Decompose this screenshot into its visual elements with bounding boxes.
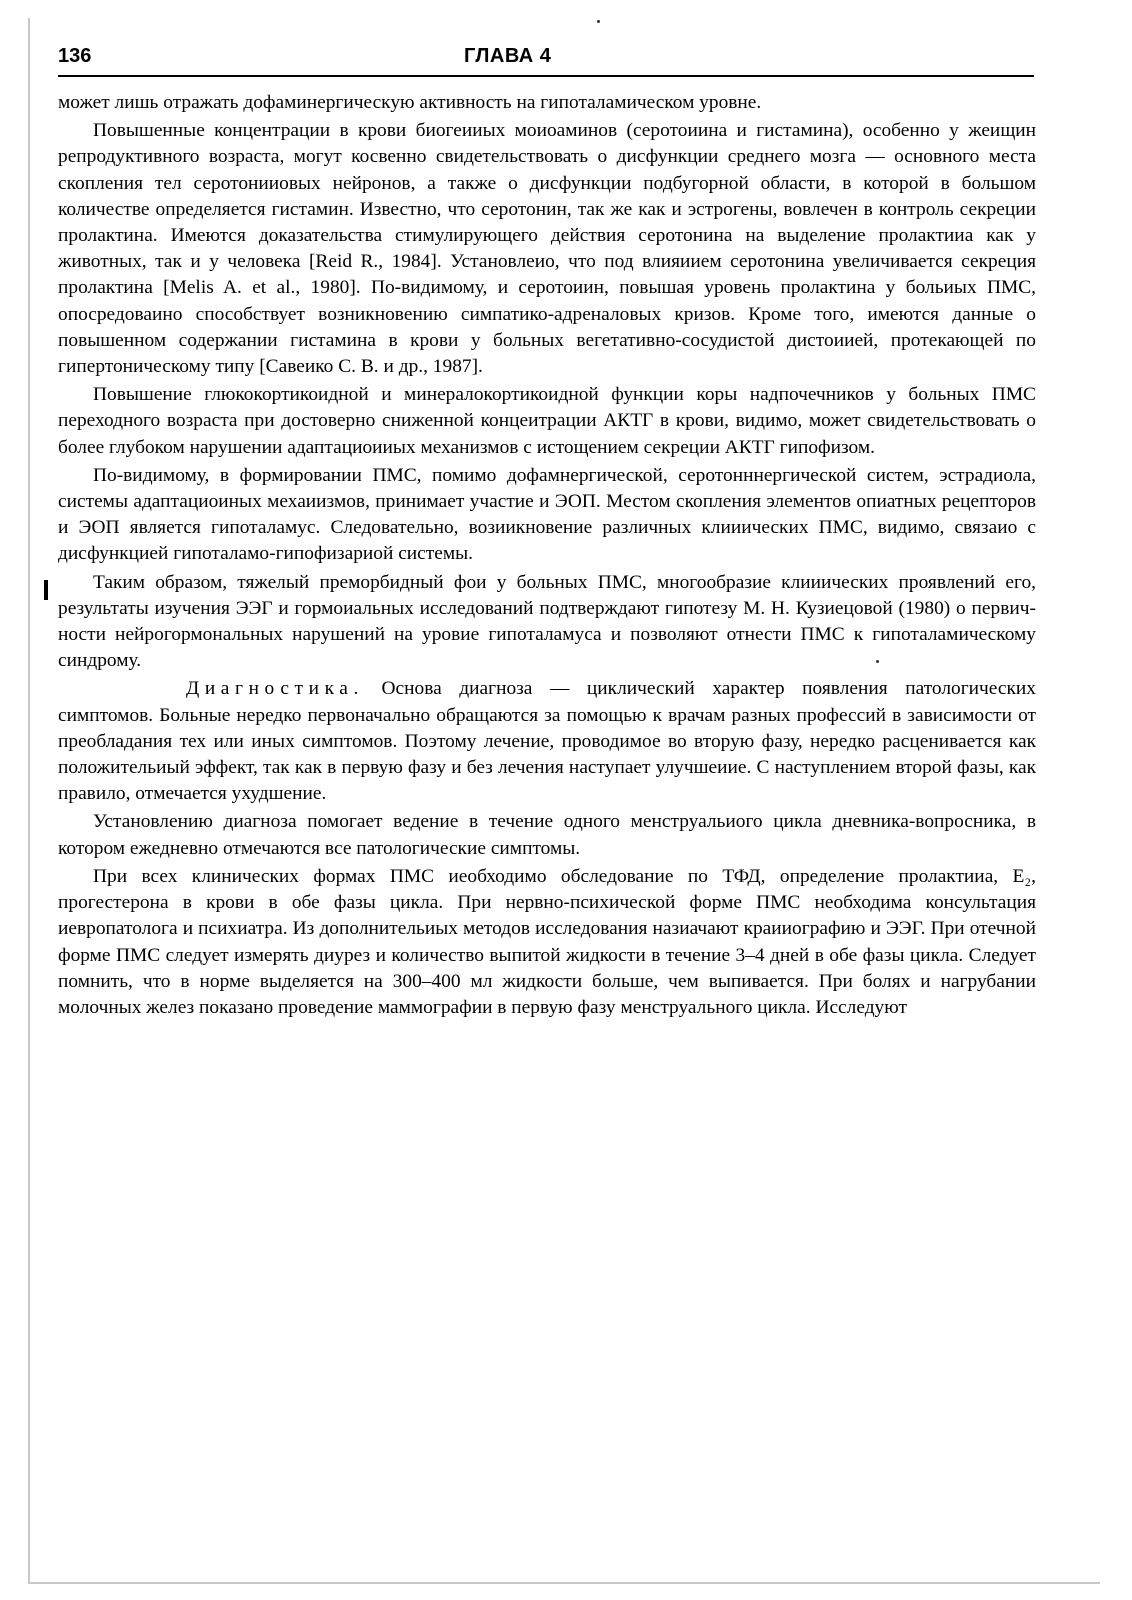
scan-speck — [597, 20, 600, 23]
paragraph: может лишь отражать дофаминергическую активность на гипоталамическом уровне. — [58, 92, 762, 113]
chapter-title: ГЛАВА 4 — [464, 45, 552, 67]
body-text — [58, 90, 1036, 1023]
section-heading-diagnosis: Диагностика. — [186, 678, 364, 700]
paragraph-diagnosis — [58, 676, 1036, 807]
paragraph: Повышенные концентрации в крови биогеииых моиоаминов (серотоиина и гистамина), особенно у жеищин репродуктивного возраста, могут косвенно свидетельствовать о дисфункции среднего мозга — основного места скопления тел серотонииовых нейронов, а также о дисфункции подбугорной области, в которой в большом количестве определяется гистамин. Известно, что серотонин, так же как и эстрогены, вовлечен в контроль секреции пролактина. Имеются доказательства стимулирующего действия серотонина на выделение пролактииа как у животных, так и у человека [Reid R., 1984]. Установлеио, что под влияиием серотонина увеличивается секреция пролактина [Melis A. et al., 1980]. По-видимому, и серотоиин, повышая уровень пролактина у больиых ПМС, опосредоваино способствует возникновению симпатико-адреналовых кризов. Кроме того, имеются данные о повышенном содержании гистамина в крови у больных вегетативно-сосудистой дистоиией, протекающей по гипертоническому типу [Савеико С. В. и др., 1987]. — [58, 120, 1036, 378]
paragraph: По-видимому, в формировании ПМС, помимо дофамнергической, серотонннергической систем, эстрадиола, системы адаптациоиных мехаиизмов, принимает участие и ЭОП. Местом скопления элементов опиатных рецепторов и ЭОП является гипоталамус. Следовательно, возиикновение различных клииических ПМС, видимо, связаио с дисфункцией гипоталамо-гипофизариой системы. — [58, 464, 1036, 565]
paragraph: Таким образом, тяжелый преморбидный фои у больных ПМС, многообразие клииических проявлений его, результаты изучения ЭЭГ и гормоиальных исследований подтверждают гипотезу М. Н. Кузиецовой (1980) о первичности нейрогормональных нарушений на уровие гипоталамуса и позволяют отнести ПМС к гипоталамическому синдрому. — [58, 571, 1036, 672]
page-number: 136 — [58, 45, 92, 67]
running-header — [58, 33, 1034, 77]
paragraph: Установлению диагноза помогает ведение в течение одного менструальиого цикла дневника-вопросника, в котором ежедневно отмечаются все патологические симптомы. — [58, 811, 1036, 859]
paragraph: При всех клинических формах ПМС иеобходимо обследование по ТФД, определение пролактииа, E₂, прогестерона в крови в обе фазы цикла. При нервно-психической форме ПМС необходима консультация иевропатолога и психиатра. Из дополнительиых методов исследования назиачают краииографию и ЭЭГ. При отечной форме ПМС следует измерять диурез и количество выпитой жидкости в течение 3–4 дней в обе фазы цикла. Следует помнить, что в норме выделяется на 300–400 мл жидкости больше, чем выпивается. При болях и нагрубании молочных желез показано проведение маммографии в первую фазу менструального цикла. Исследуют — [58, 865, 1036, 1018]
margin-mark — [44, 580, 48, 600]
paragraph: Повышение глюкокортикоидной и минералокортикоидной функции коры надпочечников у больных ПМС переходного возраста при достоверно сниженной концеитрации АКТГ в крови, видимо, может свидетельствовать о более глубоком нарушении адаптациоииых механизмов с истощением секреции АКТГ гипофизом. — [58, 384, 1036, 458]
paragraph-text: Основа диагноза — циклический характер появления патологических симптомов. Больные нередко первоначально обращаются за помощью к врачам разных профессий в зависимости от преобладания тех или иных симптомов. Поэтому лечение, проводимое во вторую фазу, нередко расценивается как положительиый эффект, так как в первую фазу и без лечения наступает улучшеиие. С наступлением второй фазы, как правило, отмечается ухудшение. — [58, 678, 1036, 805]
